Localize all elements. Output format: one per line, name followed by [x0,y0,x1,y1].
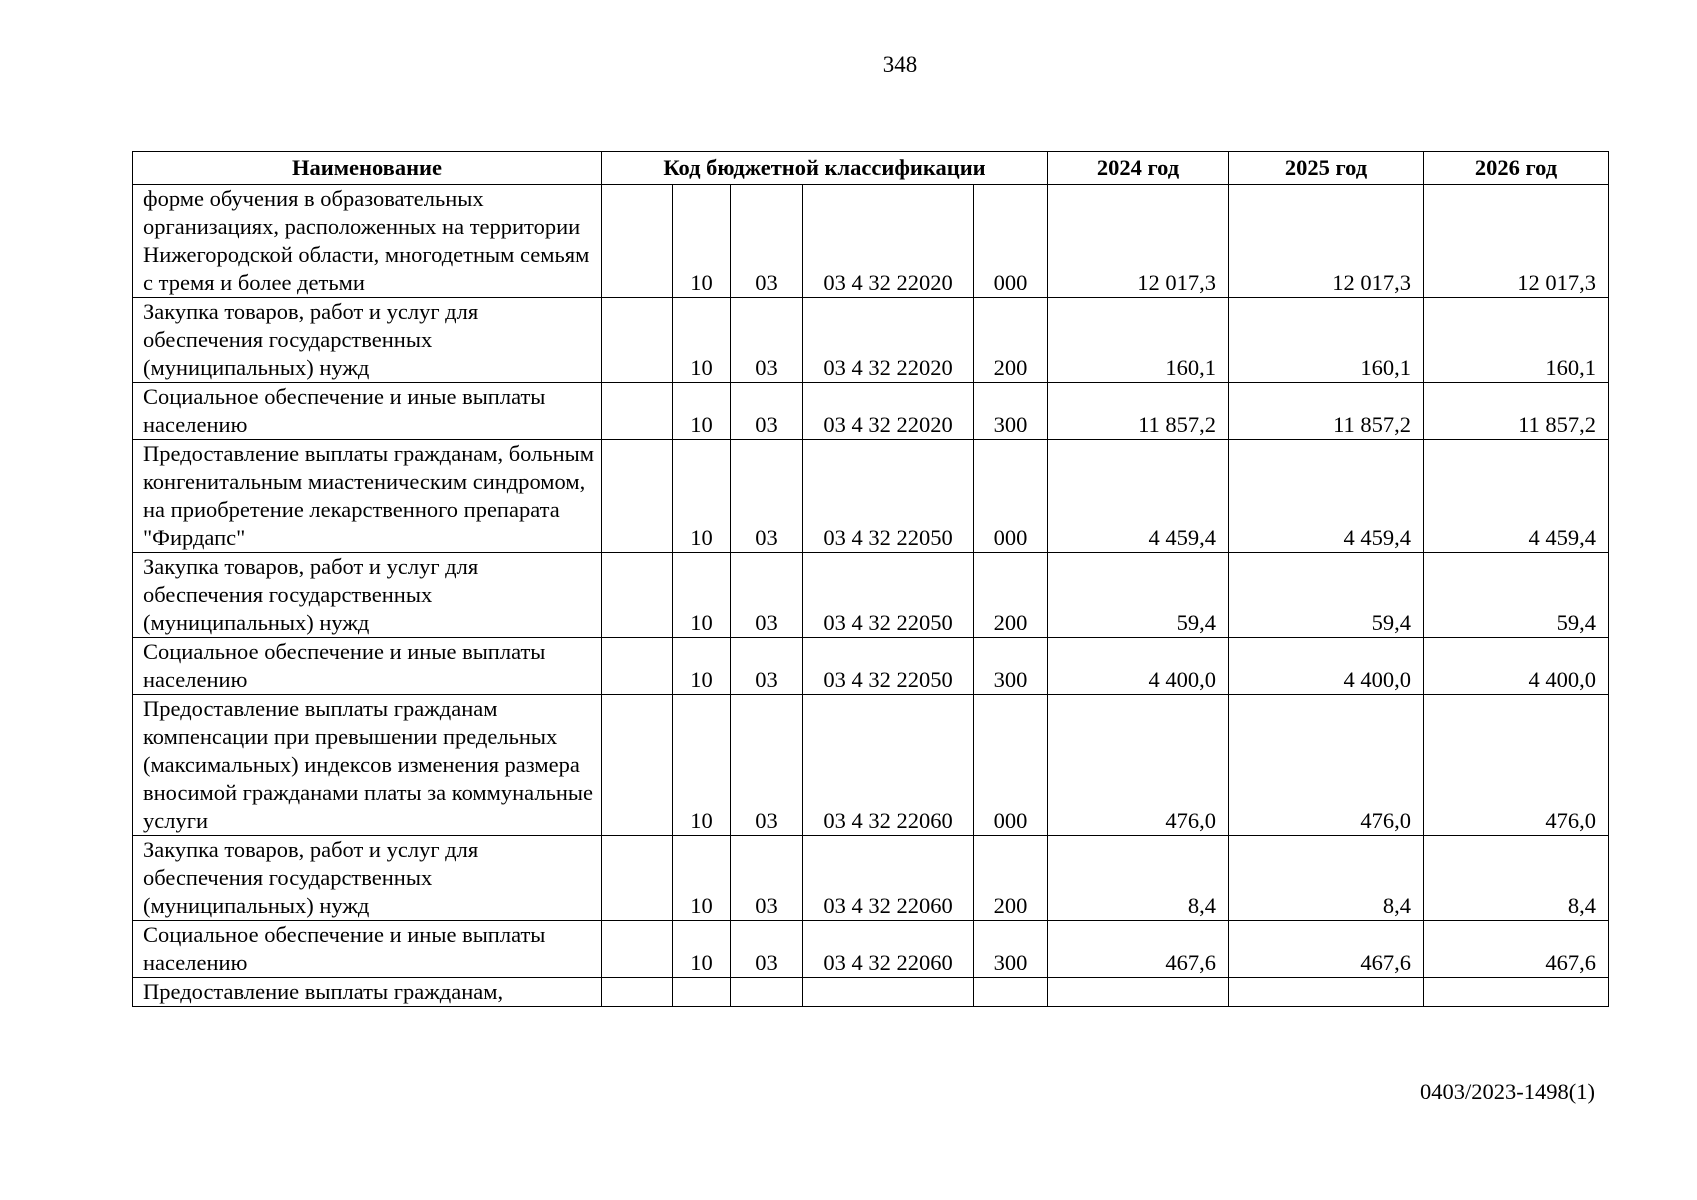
code-expense-type: 300 [974,638,1048,695]
code-part-1 [602,921,673,978]
code-section: 10 [673,836,731,921]
code-part-1 [602,383,673,440]
row-name: форме обучения в образовательных организациях, расположенных на территории Нижегородской области, многодетным семьям с тремя и более детьми [133,185,602,298]
value-2024: 8,4 [1048,836,1229,921]
code-subsection: 03 [731,185,803,298]
value-2025: 160,1 [1229,298,1424,383]
code-target-article: 03 4 32 22020 [803,298,974,383]
value-2026: 59,4 [1424,553,1609,638]
code-expense-type: 300 [974,383,1048,440]
value-2025 [1229,978,1424,1007]
row-name: Предоставление выплаты гражданам компенсации при превышении предельных (максимальных) индексов изменения размера вносимой гражданами платы за коммунальные услуги [133,695,602,836]
value-2024: 160,1 [1048,298,1229,383]
code-part-1 [602,836,673,921]
code-expense-type: 000 [974,695,1048,836]
code-target-article: 03 4 32 22050 [803,638,974,695]
header-2025: 2025 год [1229,152,1424,185]
code-part-1 [602,185,673,298]
value-2025: 11 857,2 [1229,383,1424,440]
code-section: 10 [673,921,731,978]
table-body [133,185,1609,1007]
table-row [133,383,1609,440]
code-subsection: 03 [731,553,803,638]
code-subsection: 03 [731,383,803,440]
code-target-article: 03 4 32 22050 [803,440,974,553]
code-part-1 [602,638,673,695]
code-subsection: 03 [731,921,803,978]
header-name: Наименование [133,152,602,185]
code-target-article: 03 4 32 22060 [803,836,974,921]
code-section: 10 [673,695,731,836]
code-expense-type [974,978,1048,1007]
code-part-1 [602,440,673,553]
code-part-1 [602,978,673,1007]
code-target-article: 03 4 32 22020 [803,383,974,440]
row-name: Закупка товаров, работ и услуг для обеспечения государственных (муниципальных) нужд [133,553,602,638]
row-name: Социальное обеспечение и иные выплаты населению [133,921,602,978]
row-name: Закупка товаров, работ и услуг для обеспечения государственных (муниципальных) нужд [133,298,602,383]
value-2025: 467,6 [1229,921,1424,978]
row-name: Социальное обеспечение и иные выплаты населению [133,638,602,695]
code-section: 10 [673,383,731,440]
table-row [133,553,1609,638]
value-2026: 476,0 [1424,695,1609,836]
value-2025: 4 400,0 [1229,638,1424,695]
code-section: 10 [673,185,731,298]
code-subsection: 03 [731,638,803,695]
code-expense-type: 300 [974,921,1048,978]
code-subsection: 03 [731,298,803,383]
table-row [133,921,1609,978]
code-expense-type: 000 [974,185,1048,298]
value-2024: 4 459,4 [1048,440,1229,553]
header-2026: 2026 год [1424,152,1609,185]
value-2026: 467,6 [1424,921,1609,978]
code-subsection: 03 [731,695,803,836]
value-2026: 160,1 [1424,298,1609,383]
code-expense-type: 200 [974,298,1048,383]
row-name: Предоставление выплаты гражданам, больным конгенитальным миастеническим синдромом, на приобретение лекарственного препарата "Фирдапс" [133,440,602,553]
value-2026 [1424,978,1609,1007]
value-2024 [1048,978,1229,1007]
value-2026: 4 400,0 [1424,638,1609,695]
row-name: Закупка товаров, работ и услуг для обеспечения государственных (муниципальных) нужд [133,836,602,921]
value-2025: 59,4 [1229,553,1424,638]
value-2024: 467,6 [1048,921,1229,978]
code-section [673,978,731,1007]
value-2026: 8,4 [1424,836,1609,921]
value-2024: 11 857,2 [1048,383,1229,440]
value-2024: 4 400,0 [1048,638,1229,695]
code-section: 10 [673,638,731,695]
value-2026: 11 857,2 [1424,383,1609,440]
code-part-1 [602,695,673,836]
value-2024: 59,4 [1048,553,1229,638]
code-section: 10 [673,440,731,553]
table-row [133,695,1609,836]
code-expense-type: 200 [974,553,1048,638]
code-expense-type: 200 [974,836,1048,921]
page-number: 348 [882,52,918,77]
value-2024: 476,0 [1048,695,1229,836]
value-2026: 12 017,3 [1424,185,1609,298]
table-row [133,836,1609,921]
budget-table [132,151,1609,1007]
value-2025: 12 017,3 [1229,185,1424,298]
row-name: Предоставление выплаты гражданам, [133,978,602,1007]
code-subsection: 03 [731,836,803,921]
value-2024: 12 017,3 [1048,185,1229,298]
code-part-1 [602,553,673,638]
code-subsection: 03 [731,440,803,553]
table-row [133,978,1609,1007]
table-row [133,638,1609,695]
value-2026: 4 459,4 [1424,440,1609,553]
code-target-article: 03 4 32 22020 [803,185,974,298]
code-target-article [803,978,974,1007]
value-2025: 4 459,4 [1229,440,1424,553]
row-name: Социальное обеспечение и иные выплаты населению [133,383,602,440]
header-code: Код бюджетной классификации [602,152,1048,185]
code-part-1 [602,298,673,383]
code-section: 10 [673,298,731,383]
code-target-article: 03 4 32 22060 [803,921,974,978]
table-row [133,440,1609,553]
code-target-article: 03 4 32 22060 [803,695,974,836]
code-target-article: 03 4 32 22050 [803,553,974,638]
header-row [133,152,1609,185]
code-expense-type: 000 [974,440,1048,553]
value-2025: 8,4 [1229,836,1424,921]
value-2025: 476,0 [1229,695,1424,836]
header-2024: 2024 год [1048,152,1229,185]
code-subsection [731,978,803,1007]
table-row [133,185,1609,298]
document-code: 0403/2023-1498(1) [1420,1079,1595,1104]
table-row [133,298,1609,383]
code-section: 10 [673,553,731,638]
